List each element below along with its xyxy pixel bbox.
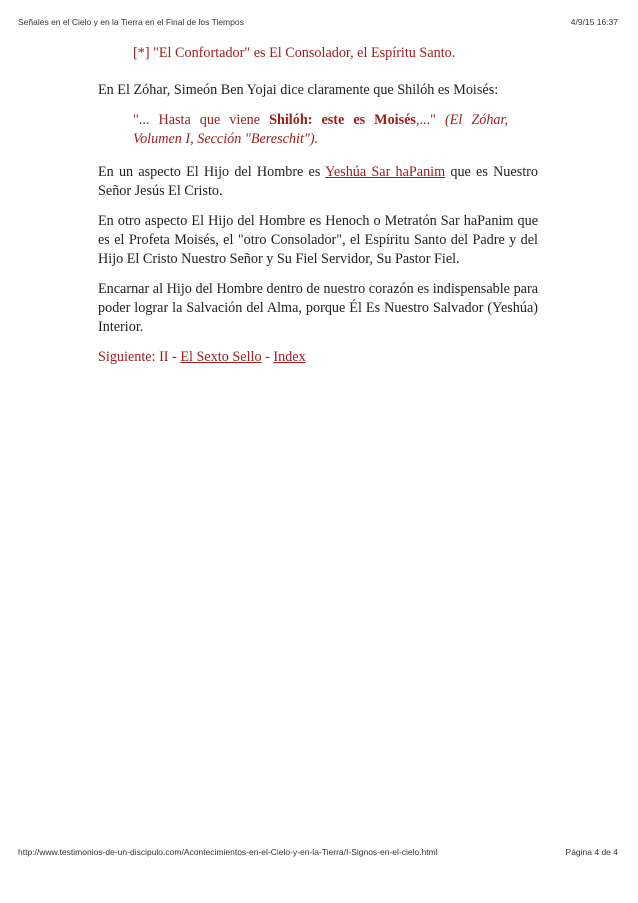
zohar-quote: [98, 111, 538, 149]
page-header-datetime: 4/9/15 16:37: [570, 17, 618, 27]
page-header-title: Señales en el Cielo y en la Tierra en el Final de los Tiempos: [18, 17, 244, 27]
navigation-next: [98, 348, 538, 367]
paragraph-encarnar: Encarnar al Hijo del Hombre dentro de nuestro corazón es indispensable para poder lograr la Salvación del Alma, porque Él Es Nuestro Salvador (Yeshúa) Interior.: [98, 281, 538, 335]
quote-bold: Shilóh: este es Moisés: [269, 112, 416, 128]
page-number: Página 4 de 4: [565, 847, 618, 857]
print-footer: [18, 847, 618, 857]
paragraph-son-of-man-1: [98, 163, 538, 201]
article-content: [98, 44, 538, 367]
paragraph-son-of-man-2: En otro aspecto El Hijo del Hombre es Henoch o Metratón Sar haPanim que es el Profeta Moisés, el "otro Consolador", el Espíritu Santo del Padre y del Hijo El Cristo Nuestro Señor y Su Fiel Servidor, Su Pastor Fiel.: [98, 213, 538, 267]
footnote: [*] "El Confortador" es El Consolador, el Espíritu Santo.: [133, 45, 456, 61]
print-header: [18, 17, 618, 27]
link-el-sexto-sello[interactable]: El Sexto Sello: [180, 349, 262, 365]
nav-prefix: Siguiente: II -: [98, 349, 181, 365]
quote-open: "... Hasta que viene: [133, 112, 270, 128]
para2-before: En un aspecto El Hijo del Hombre es: [98, 164, 326, 180]
page-url: http://www.testimonios-de-un-discipulo.com/Acontecimientos-en-el-Cielo-y-en-la-Tierra/I-Signos-en-el-cielo.html: [18, 847, 438, 857]
paragraph-zohar-intro: En El Zóhar, Simeón Ben Yojai dice claramente que Shilóh es Moisés:: [98, 82, 499, 98]
link-index[interactable]: Index: [273, 349, 306, 365]
para2-after: que es Nuestro Señor Jesús El Cristo.: [98, 164, 538, 199]
quote-citation: (El Zóhar, Volumen I, Sección "Bereschit").: [133, 112, 508, 147]
quote-close: ,...": [415, 112, 445, 128]
link-yeshua-sar-hapanim[interactable]: Yeshúa Sar haPanim: [325, 164, 446, 180]
nav-separator: -: [261, 349, 274, 365]
